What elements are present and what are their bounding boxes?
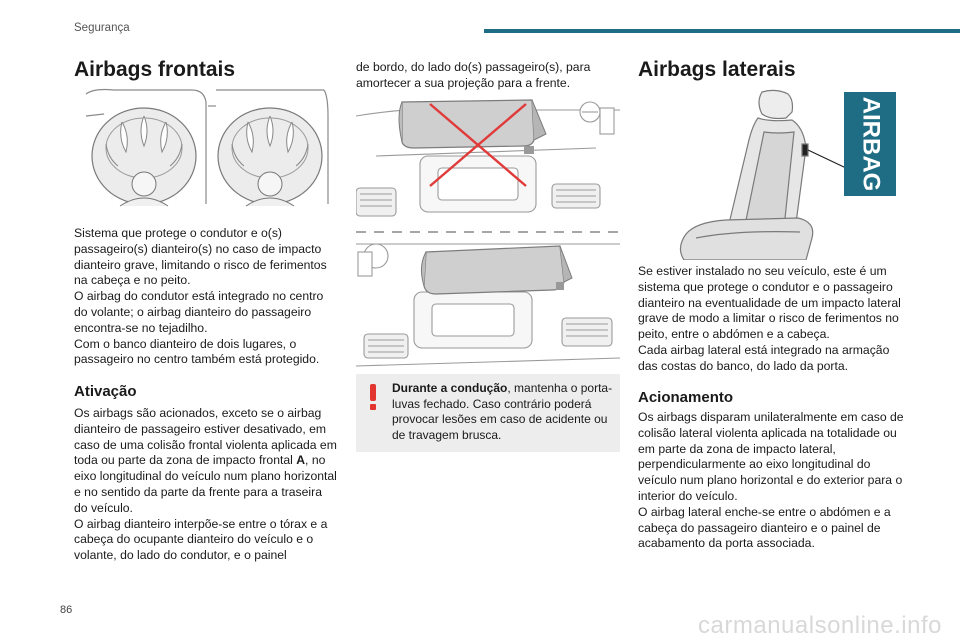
lateral-intro-paragraph: Se estiver instalado no seu veículo, este é um sistema que protege o condutor e o passageiro dianteiro na eventualidade de um impacto lateral grave de modo a limitar o risco de ferimentos no peito, entre o abdómen e a cabeça. <box>638 264 901 342</box>
frontal-continuation: de bordo, do lado do(s) passageiro(s), para amortecer a sua projeção para a frente. <box>356 60 591 90</box>
activation-text <box>74 406 338 564</box>
activation-title: Ativação <box>74 383 137 400</box>
airbag-badge-text: AIRBAG <box>857 96 885 192</box>
glovebox-illustration <box>356 96 620 372</box>
frontal-intro-paragraph: Sistema que protege o condutor e o(s) passageiro(s) dianteiro(s) no caso de impacto dianteiro grave, limitando o risco de ferimentos na cabeça e no peito. <box>74 226 327 288</box>
trigger-text <box>638 410 906 552</box>
section-accent-bar <box>484 29 960 33</box>
frontal-intro <box>74 226 336 368</box>
trigger-paragraph: Os airbags disparam unilateralmente em caso de colisão lateral violenta aplicada na totalidade ou em parte da zona de impacto lateral, perpendicularmente ao eixo longitudinal do veículo num plano horizontal e do exterior para o interior do veículo. <box>638 410 904 503</box>
impact-zone-label: A <box>296 453 306 468</box>
warning-body-text: , mantenha o porta-luvas fechado. Caso contrário poderá provocar lesões em caso de acidente ou de travagem brusca. <box>392 381 613 442</box>
activation-text-part: Os airbags são acionados, exceto se o airbag dianteiro de passageiro estiver desativado, em caso de uma colisão frontal violenta aplicada em toda ou parte da zona de impacto frontal <box>74 406 337 468</box>
page-number: 86 <box>60 604 73 616</box>
activation-paragraph <box>74 406 338 517</box>
activation-paragraph: O airbag dianteiro interpõe-se entre o tórax e a cabeça do ocupante dianteiro do veículo e o volante, do lado do condutor, e o painel <box>74 516 328 563</box>
lateral-intro <box>638 264 906 375</box>
lateral-airbags-title: Airbags laterais <box>638 58 796 81</box>
lateral-airbag-illustration <box>666 88 898 260</box>
warning-box <box>356 374 620 452</box>
trigger-paragraph: O airbag lateral enche-se entre o abdómen e a cabeça do passageiro dianteiro e o painel de acabamento da porta associada. <box>638 504 891 551</box>
warning-bold-text: Durante a condução <box>392 381 508 395</box>
warning-text <box>356 381 614 443</box>
trigger-title: Acionamento <box>638 389 734 406</box>
frontal-intro-paragraph: O airbag do condutor está integrado no centro do volante; o airbag dianteiro do passageiro encontra-se no tejadilho. <box>74 289 324 335</box>
watermark: carmanualsonline.info <box>698 612 942 639</box>
lateral-intro-paragraph: Cada airbag lateral está integrado na armação das costas do banco, do lado da porta. <box>638 342 890 373</box>
activation-text-part: , no eixo longitudinal do veículo num plano horizontal e no sentido da parte da frente para a traseira do veículo. <box>74 453 337 515</box>
frontal-airbags-title: Airbags frontais <box>74 58 236 81</box>
frontal-airbag-illustration <box>84 86 330 208</box>
section-label: Segurança <box>74 22 130 34</box>
frontal-intro-paragraph: Com o banco dianteiro de dois lugares, o passageiro no centro também está protegido. <box>74 336 320 367</box>
